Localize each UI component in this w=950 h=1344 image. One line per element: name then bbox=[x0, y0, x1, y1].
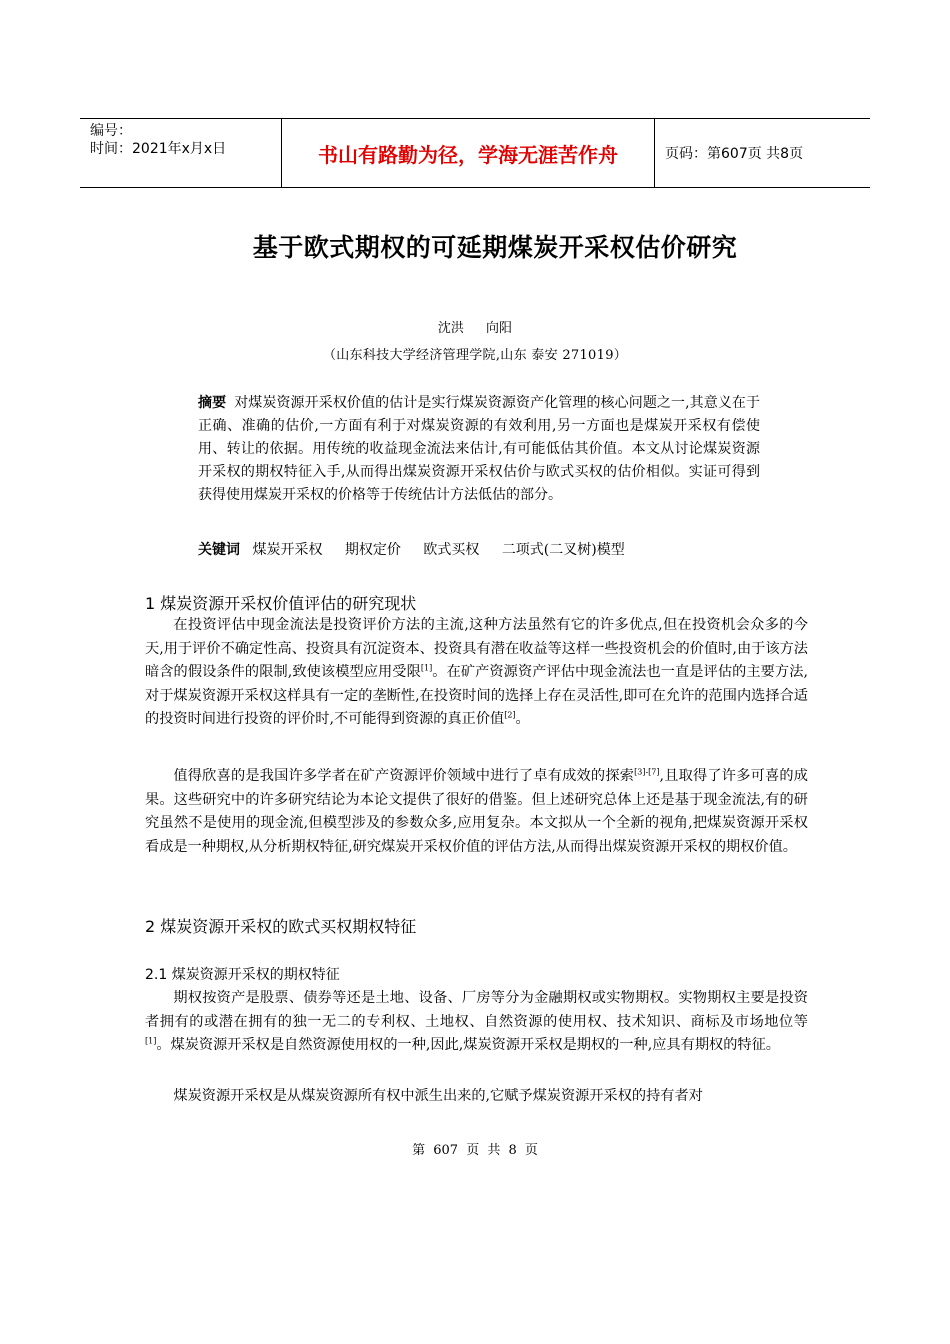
citation: [3]-[7] bbox=[634, 767, 660, 777]
section-1-paragraph-2: 值得欣喜的是我国许多学者在矿产资源评价领域中进行了卓有成效的探索[3]-[7],且取得了许多可喜的成果。这些研究中的许多研究结论为本论文提供了很好的借鉴。但上述研究总体上还是基于现金流法,有的研究虽然不是使用的现金流,但模型涉及的参数众多,应用复杂。本文拟从一个全新的视角,把煤炭资源开采权看成是一种期权,从分析期权特征,研究煤炭开采权价值的评估方法,从而得出煤炭资源开采权的期权价值。 bbox=[145, 767, 808, 855]
section-2-paragraph-2: 煤炭资源开采权是从煤炭资源所有权中派生出来的,它赋予煤炭资源开采权的持有者对 bbox=[173, 1088, 703, 1104]
number-label: 编号： bbox=[90, 123, 132, 139]
section-2-heading: 2 煤炭资源开采权的欧式买权期权特征 bbox=[145, 917, 417, 936]
affiliation: （山东科技大学经济管理学院,山东 泰安 271019） bbox=[322, 348, 628, 363]
section-2-paragraph-1: 期权按资产是股票、债券等还是土地、设备、厂房等分为金融期权或实物期权。实物期权主要是投资者拥有的或潜在拥有的独一无二的专利权、土地权、自然资源的使用权、技术知识、商标及市场地位等[1]。煤炭资源开采权是自然资源使用权的一种,因此,煤炭资源开采权是期权的一种,应具有期权的特征。 bbox=[145, 990, 808, 1053]
paper-title: 基于欧式期权的可延期煤炭开采权估价研究 bbox=[252, 233, 738, 262]
keywords bbox=[198, 539, 760, 562]
header-meta bbox=[80, 119, 290, 187]
keyword: 期权定价 bbox=[344, 542, 401, 558]
citation: [2] bbox=[504, 710, 516, 720]
keyword: 欧式买权 bbox=[423, 542, 480, 558]
time-label: 时间：2021年x月x日 bbox=[90, 141, 227, 157]
keywords-label: 关键词 bbox=[198, 542, 240, 558]
header-page-label: 页码：第607页 共8页 bbox=[665, 146, 804, 162]
section-2-1-heading: 2.1 煤炭资源开采权的期权特征 bbox=[145, 967, 340, 983]
abstract-label: 摘要 bbox=[198, 395, 227, 411]
keyword: 二项式(二叉树)模型 bbox=[501, 542, 625, 558]
abstract-text: 对煤炭资源开采权价值的估计是实行煤炭资源资产化管理的核心问题之一,其意义在于正确、准确的估价,一方面有利于对煤炭资源的有效利用,另一方面也是煤炭开采权有偿使用、转让的依据。用传统的收益现金流法来估计,有可能低估其价值。本文从讨论煤炭资源开采权的期权特征入手,从而得出煤炭资源开采权估价与欧式买权的估价相似。实证可得到获得使用煤炭开采权的价格等于传统估计方法低估的部分。 bbox=[198, 395, 761, 503]
citation: [1] bbox=[145, 1036, 157, 1046]
section-1-heading: 1 煤炭资源开采权价值评估的研究现状 bbox=[145, 594, 417, 613]
header-motto: 书山有路勤为径，学海无涯苦作舟 bbox=[281, 119, 655, 187]
authors: 沈洪 向阳 bbox=[437, 321, 513, 336]
abstract bbox=[198, 392, 760, 507]
section-1-paragraph-1: 在投资评估中现金流法是投资评价方法的主流,这种方法虽然有它的许多优点,但在投资机会众多的今天,用于评价不确定性高、投资具有沉淀资本、投资具有潜在收益等这样一些投资机会的价值时,由于该方法暗含的假设条件的限制,致使该模型应用受限[1]。在矿产资源资产评估中现金流法也一直是评估的主要方法,对于煤炭资源开采权这样具有一定的垄断性,在投资时间的选择上存在灵活性,即可在允许的范围内选择合适的投资时间进行投资的评价时,不可能得到资源的真正价值[2]。 bbox=[145, 617, 808, 727]
page-header bbox=[80, 118, 870, 188]
keyword: 煤炭开采权 bbox=[252, 542, 323, 558]
citation: [1] bbox=[420, 663, 433, 673]
page-footer: 第 607 页 共 8 页 bbox=[412, 1143, 538, 1158]
